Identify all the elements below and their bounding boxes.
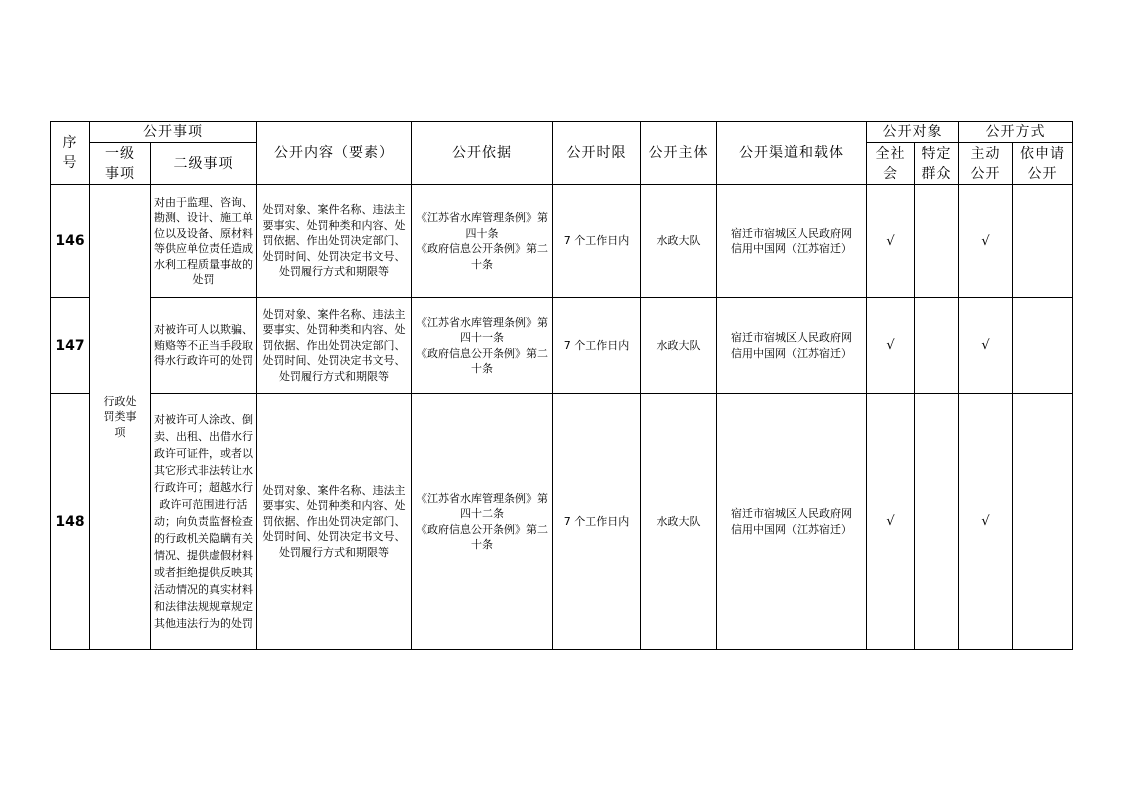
row-target-specific xyxy=(915,298,959,394)
row-target-specific xyxy=(915,185,959,298)
header-row-1 xyxy=(51,122,1073,143)
row-method-active: √ xyxy=(959,298,1013,394)
header-target-specific: 特定 群众 xyxy=(915,143,959,185)
row-channel: 宿迁市宿城区人民政府网 信用中国网（江苏宿迁） xyxy=(717,394,867,650)
row-subject: 水政大队 xyxy=(641,185,717,298)
level1-category: 行政处 罚类事 项 xyxy=(90,185,151,650)
row-basis: 《江苏省水库管理条例》第四十条 《政府信息公开条例》第二十条 xyxy=(412,185,553,298)
row-subject: 水政大队 xyxy=(641,394,717,650)
header-method-request: 依申请 公开 xyxy=(1013,143,1073,185)
header-channel: 公开渠道和载体 xyxy=(717,122,867,185)
row-basis: 《江苏省水库管理条例》第四十一条 《政府信息公开条例》第二十条 xyxy=(412,298,553,394)
row-method-request xyxy=(1013,394,1073,650)
row-seq: 146 xyxy=(51,185,90,298)
header-level1: 一级 事项 xyxy=(90,143,151,185)
row-method-request xyxy=(1013,298,1073,394)
header-method: 公开方式 xyxy=(959,122,1073,143)
header-target-all: 全社 会 xyxy=(867,143,915,185)
row-target-all: √ xyxy=(867,298,915,394)
row-level2: 对被许可人涂改、倒卖、出租、出借水行政许可证件，或者以其它形式非法转让水行政许可；超越水行政许可范围进行活动；向负责监督检查的行政机关隐瞒有关情况、提供虚假材料或者拒绝提供反映其活动情况的真实材料和法律法规规章规定其他违法行为的处罚 xyxy=(151,394,257,650)
row-seq: 147 xyxy=(51,298,90,394)
row-method-active: √ xyxy=(959,394,1013,650)
header-target: 公开对象 xyxy=(867,122,959,143)
header-content: 公开内容（要素） xyxy=(257,122,412,185)
header-basis: 公开依据 xyxy=(412,122,553,185)
row-subject: 水政大队 xyxy=(641,298,717,394)
row-seq: 148 xyxy=(51,394,90,650)
header-level2: 二级事项 xyxy=(151,143,257,185)
row-target-specific xyxy=(915,394,959,650)
row-target-all: √ xyxy=(867,394,915,650)
table-row xyxy=(51,298,1073,394)
row-channel: 宿迁市宿城区人民政府网 信用中国网（江苏宿迁） xyxy=(717,298,867,394)
header-time-limit: 公开时限 xyxy=(553,122,641,185)
header-method-active: 主动 公开 xyxy=(959,143,1013,185)
row-target-all: √ xyxy=(867,185,915,298)
row-content: 处罚对象、案件名称、违法主要事实、处罚种类和内容、处罚依据、作出处罚决定部门、处罚时间、处罚决定书文号、处罚履行方式和期限等 xyxy=(257,394,412,650)
row-basis: 《江苏省水库管理条例》第四十二条 《政府信息公开条例》第二十条 xyxy=(412,394,553,650)
table-row xyxy=(51,185,1073,298)
row-content: 处罚对象、案件名称、违法主要事实、处罚种类和内容、处罚依据、作出处罚决定部门、处罚时间、处罚决定书文号、处罚履行方式和期限等 xyxy=(257,185,412,298)
table-row xyxy=(51,394,1073,650)
header-matter: 公开事项 xyxy=(90,122,257,143)
row-content: 处罚对象、案件名称、违法主要事实、处罚种类和内容、处罚依据、作出处罚决定部门、处罚时间、处罚决定书文号、处罚履行方式和期限等 xyxy=(257,298,412,394)
header-subject: 公开主体 xyxy=(641,122,717,185)
row-time-limit: 7 个工作日内 xyxy=(553,298,641,394)
row-time-limit: 7 个工作日内 xyxy=(553,394,641,650)
row-level2: 对被许可人以欺骗、贿赂等不正当手段取得水行政许可的处罚 xyxy=(151,298,257,394)
row-channel: 宿迁市宿城区人民政府网 信用中国网（江苏宿迁） xyxy=(717,185,867,298)
row-level2: 对由于监理、咨询、勘测、设计、施工单位以及设备、原材料等供应单位责任造成水利工程质量事故的处罚 xyxy=(151,185,257,298)
row-method-active: √ xyxy=(959,185,1013,298)
disclosure-table xyxy=(50,121,1073,650)
row-time-limit: 7 个工作日内 xyxy=(553,185,641,298)
row-method-request xyxy=(1013,185,1073,298)
header-seq: 序 号 xyxy=(51,122,90,185)
